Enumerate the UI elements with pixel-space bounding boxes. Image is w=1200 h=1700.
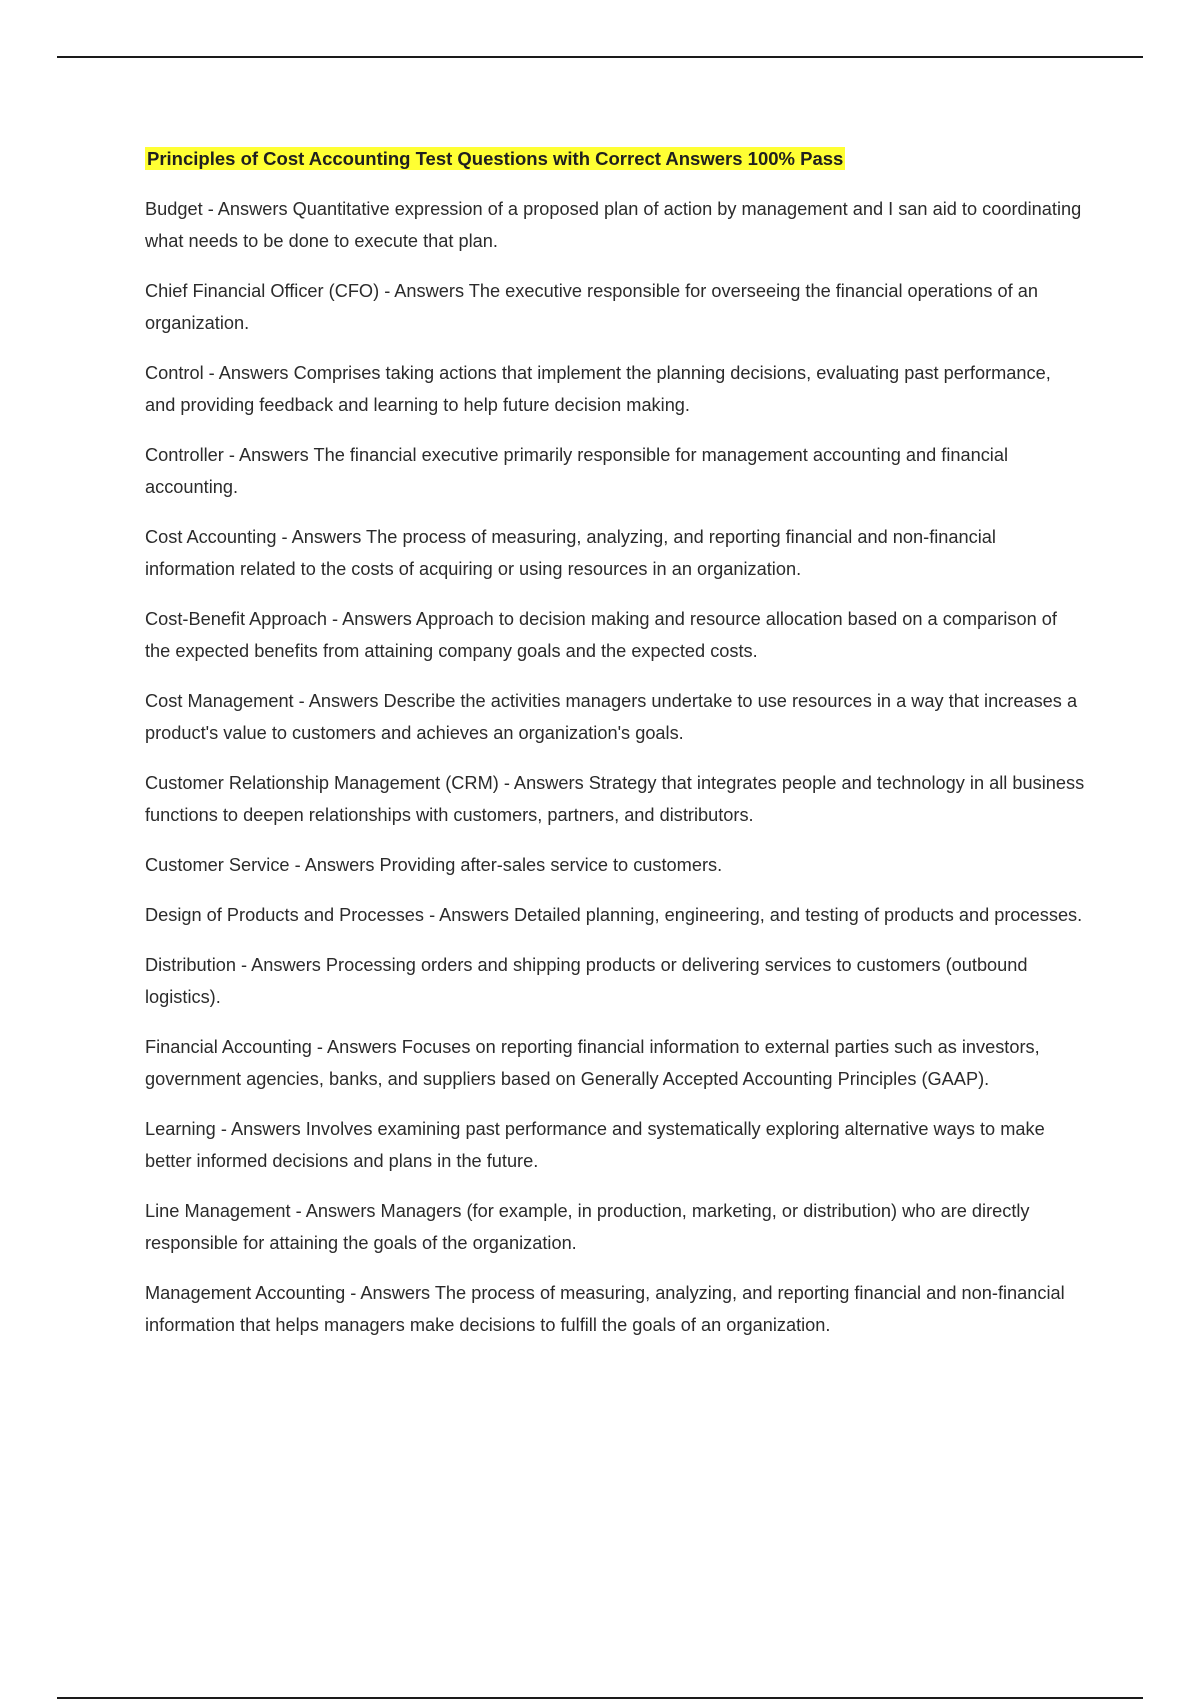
bottom-rule [57, 1697, 1143, 1699]
definition-entry: Learning - Answers Involves examining past performance and systematically exploring alternative ways to make better informed decisions and plans in the future. [145, 1119, 1045, 1171]
definition-entry: Line Management - Answers Managers (for example, in production, marketing, or distribution) who are directly responsible for attaining the goals of the organization. [145, 1201, 1030, 1253]
definition-entry: Control - Answers Comprises taking actions that implement the planning decisions, evaluating past performance, and providing feedback and learning to help future decision making. [145, 363, 1051, 415]
document-title [145, 143, 1085, 175]
definition-entry: Management Accounting - Answers The process of measuring, analyzing, and reporting financial and non-financial information that helps managers make decisions to fulfill the goals of an organization. [145, 1283, 1065, 1335]
definition-list [145, 193, 1085, 1341]
definition-entry: Distribution - Answers Processing orders and shipping products or delivering services to customers (outbound logistics). [145, 955, 1028, 1007]
definition-entry: Cost Management - Answers Describe the activities managers undertake to use resources in a way that increases a product's value to customers and achieves an organization's goals. [145, 691, 1078, 743]
definition-entry: Budget - Answers Quantitative expression of a proposed plan of action by management and I san aid to coordinating what needs to be done to execute that plan. [145, 199, 1082, 251]
top-rule [57, 56, 1143, 58]
definition-entry: Chief Financial Officer (CFO) - Answers The executive responsible for overseeing the financial operations of an organization. [145, 281, 1038, 333]
title-highlight: Principles of Cost Accounting Test Questions with Correct Answers 100% Pass [147, 148, 844, 169]
definition-entry: Financial Accounting - Answers Focuses on reporting financial information to external parties such as investors, government agencies, banks, and suppliers based on Generally Accepted Accounting Principles (GAAP). [145, 1037, 1040, 1089]
document-body [145, 143, 1085, 1359]
definition-entry: Controller - Answers The financial executive primarily responsible for management accounting and financial accounting. [145, 445, 1008, 497]
definition-entry: Customer Relationship Management (CRM) - Answers Strategy that integrates people and technology in all business functions to deepen relationships with customers, partners, and distributors. [145, 773, 1085, 825]
definition-entry: Cost-Benefit Approach - Answers Approach to decision making and resource allocation based on a comparison of the expected benefits from attaining company goals and the expected costs. [145, 609, 1057, 661]
definition-entry: Cost Accounting - Answers The process of measuring, analyzing, and reporting financial and non-financial information related to the costs of acquiring or using resources in an organization. [145, 527, 996, 579]
definition-entry: Design of Products and Processes - Answers Detailed planning, engineering, and testing of products and processes. [145, 905, 1083, 925]
definition-entry: Customer Service - Answers Providing after-sales service to customers. [145, 855, 723, 875]
